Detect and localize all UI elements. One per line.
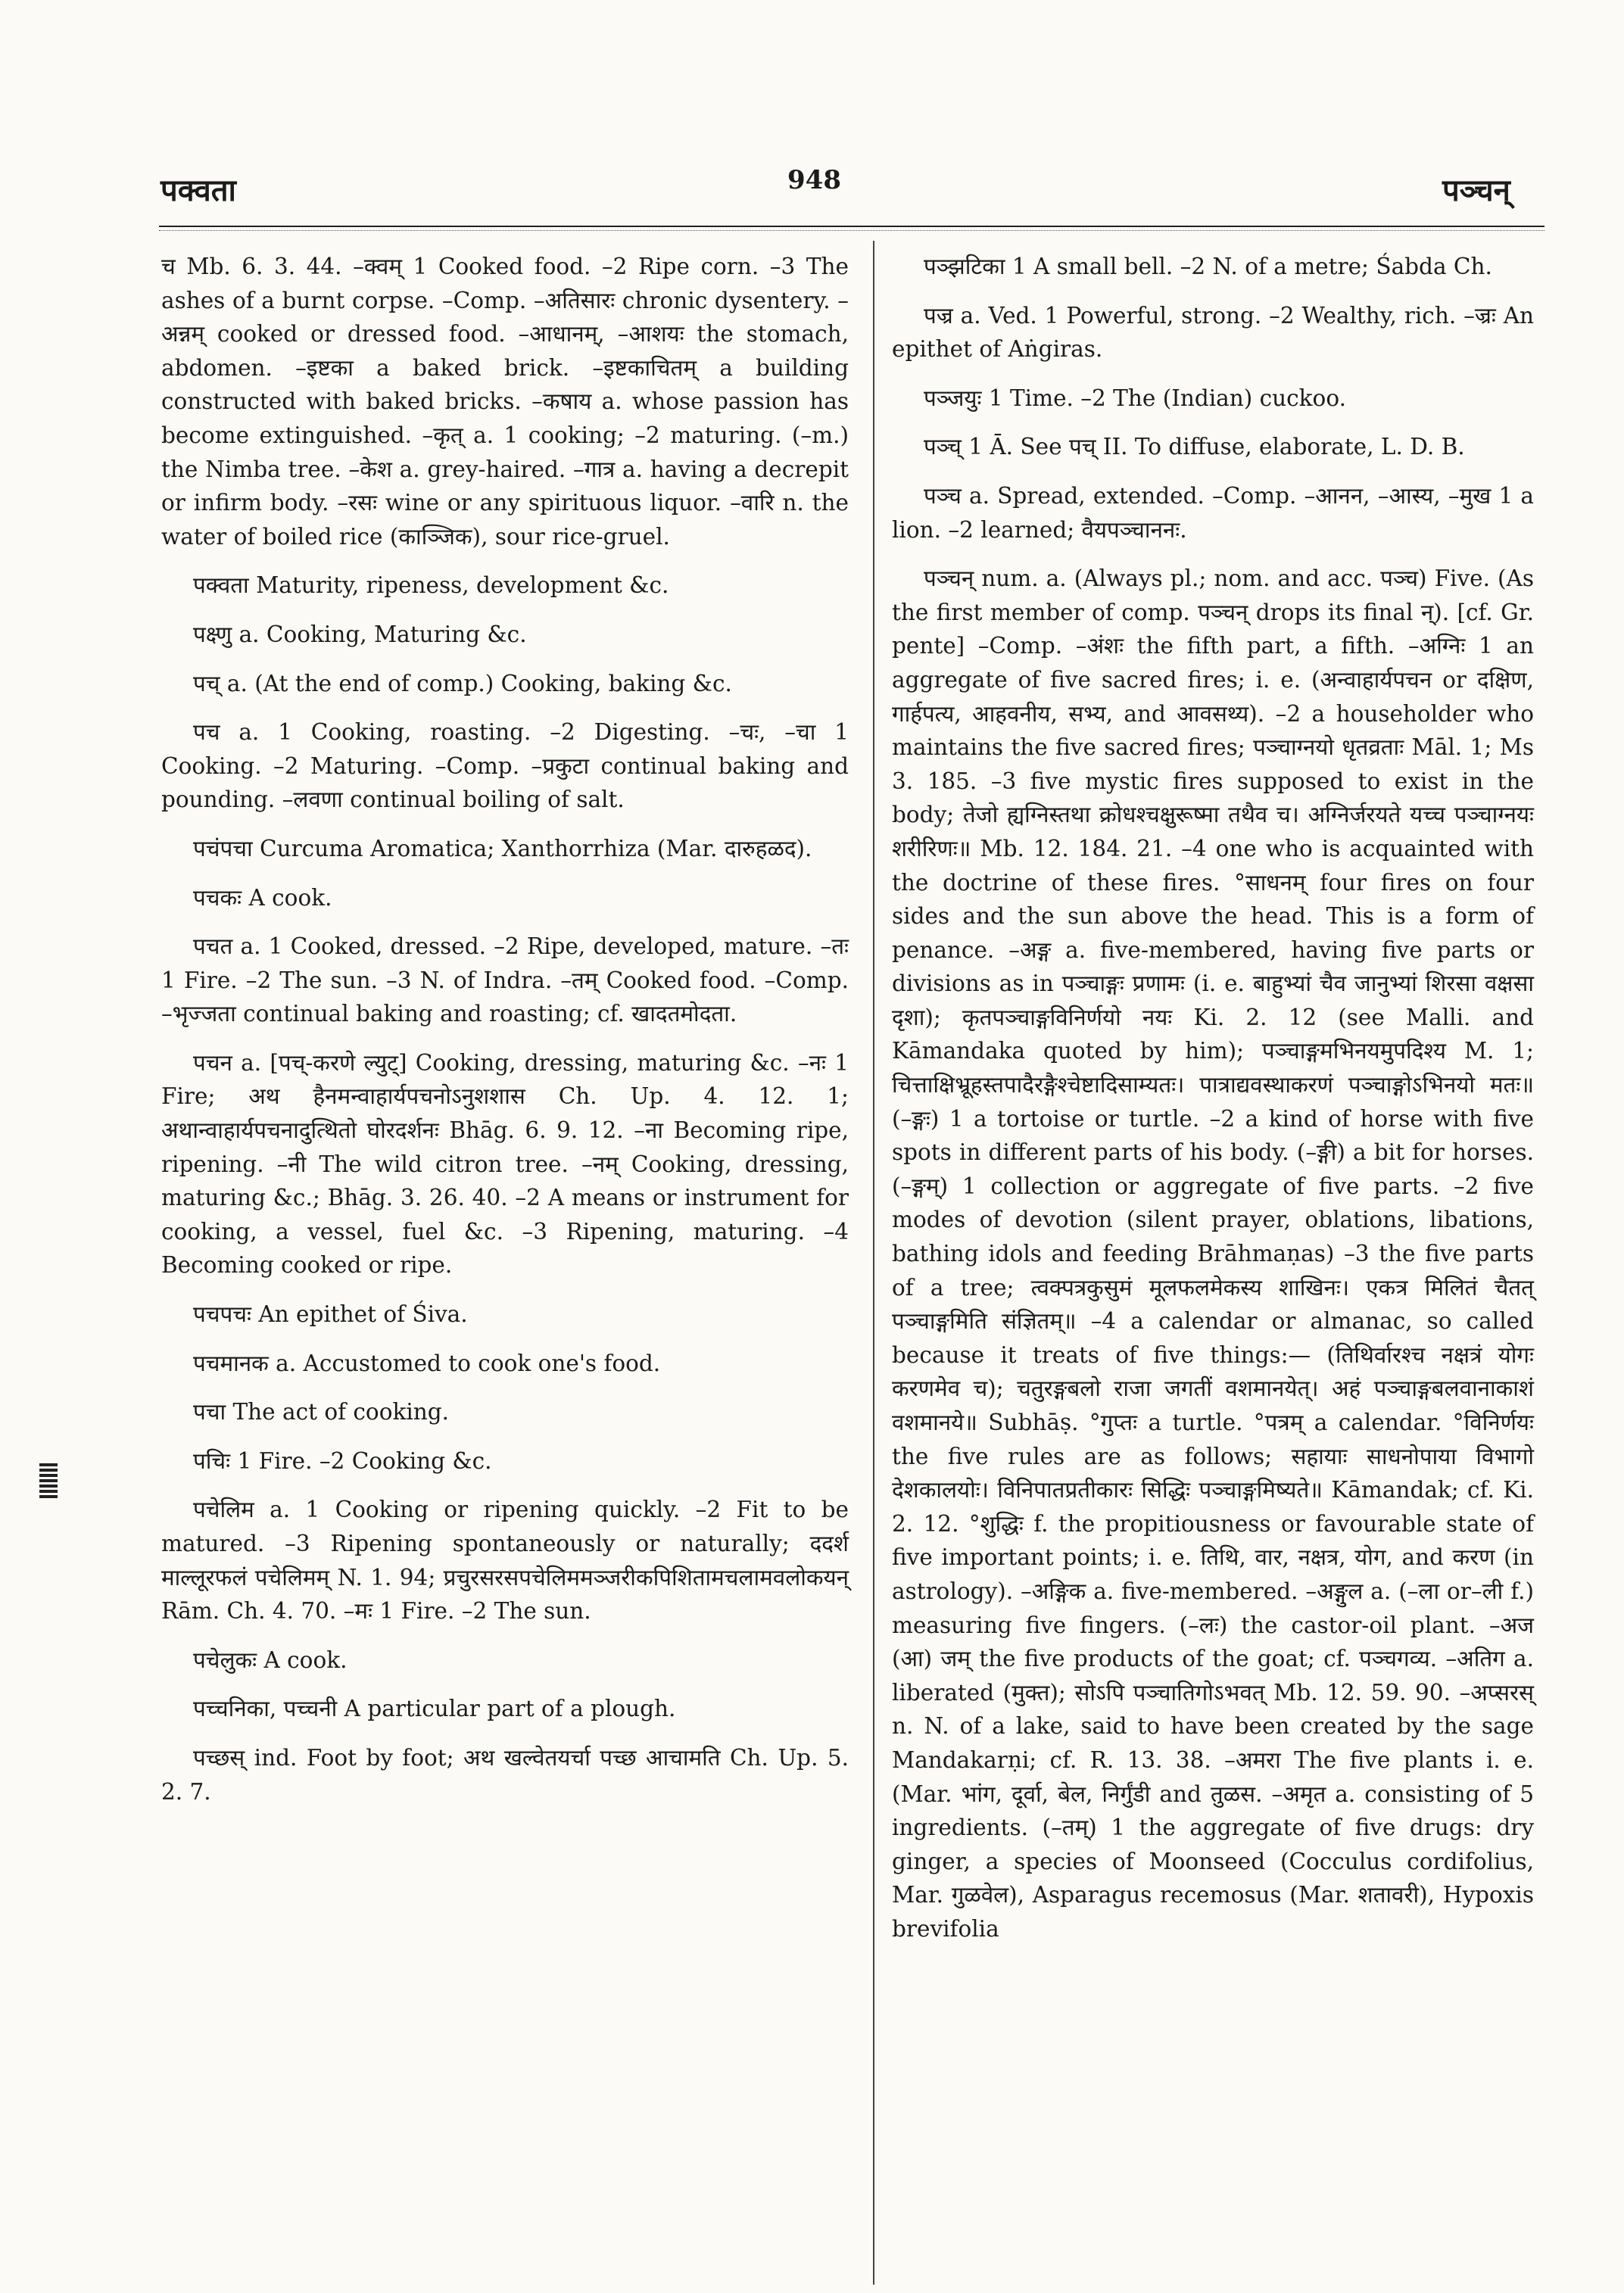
dictionary-entry: पचपचः An epithet of Śiva. [193,1301,468,1328]
dictionary-entry: पञ्जयुः 1 Time. –2 The (Indian) cuckoo. [924,385,1346,411]
dictionary-entry: पञ्च् 1 Ā. See पच् II. To diffuse, elaborate, L. D. B. [924,434,1465,460]
right-guide-word: पञ्चन् [1442,173,1510,208]
left-guide-word: पक्वता [161,173,236,208]
dictionary-entry: पञ्झटिका 1 A small bell. –2 N. of a metre; Śabda Ch. [924,254,1492,279]
dictionary-entry: पचंपचा Curcuma Aromatica; Xanthorrhiza (Mar. दारुहळद). [193,835,812,861]
dictionary-entry: पज्र a. Ved. 1 Powerful, strong. –2 Wealthy, rich. –ज्रः An epithet of Aṅgiras. [892,302,1534,363]
header-rule-dotted [159,230,1545,231]
page-number: 948 [787,165,841,195]
dictionary-entry: पच् a. (At the end of comp.) Cooking, baking &c. [193,670,732,696]
dictionary-entry: पचत a. 1 Cooked, dressed. –2 Ripe, developed, mature. –तः 1 Fire. –2 The sun. –3 N. of Indra. –तम् Cooked food. –Comp. –भृज्जता continual baking and roasting; cf. खादतमोदता. [161,933,849,1027]
dictionary-entry: पचन a. [पच्-करणे ल्युट्] Cooking, dressing, maturing &c. –नः 1 Fire; अथ हैनमन्वाहार्यपचनोऽनुशशास Ch. Up. 4. 12. 1; अथान्वाहार्यपचनादुत्थितो घोरदर्शनः Bhāg. 6. 9. 12. –ना Becoming ripe, ripening. –नी The wild citron tree. –नम् Cooking, dressing, maturing &c.; Bhāg. 3. 26. 40. –2 A means or instrument for cooking, a vessel, fuel &c. –3 Ripening, maturing. –4 Becoming cooked or ripe. [161,1049,849,1279]
dictionary-entry: पञ्चन् num. a. (Always pl.; nom. and acc. पञ्च) Five. (As the first member of comp. पञ्चन् drops its final न्). [cf. Gr. pente] –Comp. –अंशः the fifth part, a fifth. –अग्निः 1 an aggregate of five sacred fires; i. e. (अन्वाहार्यपचन or दक्षिण, गार्हपत्य, आहवनीय, सभ्य, and आवसथ्य). –2 a householder who maintains the five sacred fires; पञ्चाग्नयो धृतव्रताः Māl. 1; Ms 3. 185. –3 five mystic fires supposed to exist in the body; तेजो ह्यग्निस्तथा क्रोधश्चक्षुरूष्मा तथैव च। अग्निर्जरयते यच्च पञ्चाग्नयः शरीरिणः॥ Mb. 12. 184. 21. –4 one who is acquainted with the doctrine of these fires. °साधनम् four fires on four sides and the sun above the head. This is a form of penance. –अङ्ग a. five-membered, having five parts or divisions as in पञ्चाङ्गः प्रणामः (i. e. बाहुभ्यां चैव जानुभ्यां शिरसा वक्षसा दृशा); कृतपञ्चाङ्गविनिर्णयो नयः Ki. 2. 12 (see Malli. and Kāmandaka quoted by him); पञ्चाङ्गमभिनयमुपदिश्य M. 1; चित्ताक्षिभ्रूहस्तपादैरङ्गैश्चेष्टादिसाम्यतः। पात्राद्यवस्थाकरणं पञ्चाङ्गोऽभिनयो मतः॥ (–ङ्गः) 1 a tortoise or turtle. –2 a kind of horse with five spots in different parts of his body. (–ङ्गी) a bit for horses. (–ङ्गम्) 1 collection or aggregate of five parts. –2 five modes of devotion (silent prayer, oblations, libations, bathing idols and feeding Brāhmaṇas) –3 the five parts of a tree; त्वक्पत्रकुसुमं मूलफलमेकस्य शाखिनः। एकत्र मिलितं चैतत् पञ्चाङ्गमिति संज्ञितम्॥ –4 a calendar or almanac, so called because it treats of five things:— (तिथिर्वारश्च नक्षत्रं योगः करणमेव च); चतुरङ्गबलो राजा जगतीं वशमानयेत्। अहं पञ्चाङ्गबलवानाकाशं वशमानये॥ Subhāṣ. °गुप्तः a turtle. °पत्रम् a calendar. °विनिर्णयः the five rules are as follows; सहायाः साधनोपाया विभागो देशकालयोः। विनिपातप्रतीकारः सिद्धिः पञ्चाङ्गमिष्यते॥ Kāmandak; cf. Ki. 2. 12. °शुद्धिः f. the propitiousness or favourable state of five important points; i. e. तिथि, वार, नक्षत्र, योग, and करण (in astrology). –अङ्गिक a. five-membered. –अङ्गुल a. (–ला or–ली f.) measuring five fingers. (–लः) the castor-oil plant. –अज (आ) जम् the five products of the goat; cf. पञ्चगव्य. –अतिग a. liberated (मुक्त); सोऽपि पञ्चातिगोऽभवत् Mb. 12. 59. 90. –अप्सरस् n. N. of a lake, said to have been created by the sage Mandakarṇi; cf. R. 13. 38. –अमरा The five plants i. e. (Mar. भांग, दूर्वा, बेल, निर्गुंडी and तुळस. –अमृत a. consisting of 5 ingredients. (–तम्) 1 the aggregate of five drugs: dry ginger, a species of Moonseed (Cocculus cordifolius, Mar. गुळवेल), Asparagus recemosus (Mar. शतावरी), Hypoxis brevifolia [892,565,1534,1942]
dictionary-entry: पक्ष्णु a. Cooking, Maturing &c. [193,621,527,647]
dictionary-entry: पचिः 1 Fire. –2 Cooking &c. [193,1447,492,1474]
margin-thumb-index-mark [39,1461,58,1514]
right-column [892,250,1534,1961]
page-header [0,0,1624,227]
dictionary-entry: पञ्च a. Spread, extended. –Comp. –आनन, –आस्य, –मुख 1 a lion. –2 learned; वैयपञ्चाननः. [892,482,1534,543]
dictionary-entry: पच a. 1 Cooking, roasting. –2 Digesting. –चः, –चा 1 Cooking. –2 Maturing. –Comp. –प्रकुटा continual baking and pounding. –लवणा continual boiling of salt. [161,719,849,813]
dictionary-entry: पचेलिम a. 1 Cooking or ripening quickly. –2 Fit to be matured. –3 Ripening spontaneously or naturally; ददर्श माल्लूरफलं पचेलिमम् N. 1. 94; प्रचुरसरसपचेलिममञ्जरीकपिशितामचलामवलोकयन् Rām. Ch. 4. 70. –मः 1 Fire. –2 The sun. [161,1497,849,1625]
dictionary-entry: पच्छस् ind. Foot by foot; अथ खल्वेतयर्चा पच्छ आचामति Ch. Up. 5. 2. 7. [161,1744,849,1805]
dictionary-entry: पक्वता Maturity, ripeness, development &c. [193,572,669,599]
dictionary-entry: च Mb. 6. 3. 44. –क्वम् 1 Cooked food. –2 Ripe corn. –3 The ashes of a burnt corpse. –Comp. –अतिसारः chronic dysentery. –अन्नम् cooked or dressed food. –आधानम्, –आशयः the stomach, abdomen. –इष्टका a baked brick. –इष्टकाचितम् a building constructed with baked bricks. –कषाय a. whose passion has become extinguished. –कृत् a. 1 cooking; –2 maturing. (–m.) the Nimba tree. –केश a. grey-haired. –गात्र a. having a decrepit or infirm body. –रसः wine or any spirituous liquor. –वारि n. the water of boiled rice (काञ्जिक), sour rice-gruel. [161,254,849,550]
dictionary-entry: पचकः A cook. [193,884,332,911]
left-column [161,250,849,1824]
dictionary-entry: पचेलुकः A cook. [193,1647,348,1673]
dictionary-entry: पचमानक a. Accustomed to cook one's food. [193,1350,661,1376]
dictionary-entry: पच्चनिका, पच्चनी A particular part of a plough. [193,1696,676,1722]
column-divider [873,241,874,2285]
dictionary-entry: पचा The act of cooking. [193,1399,450,1425]
header-rule [159,226,1545,227]
